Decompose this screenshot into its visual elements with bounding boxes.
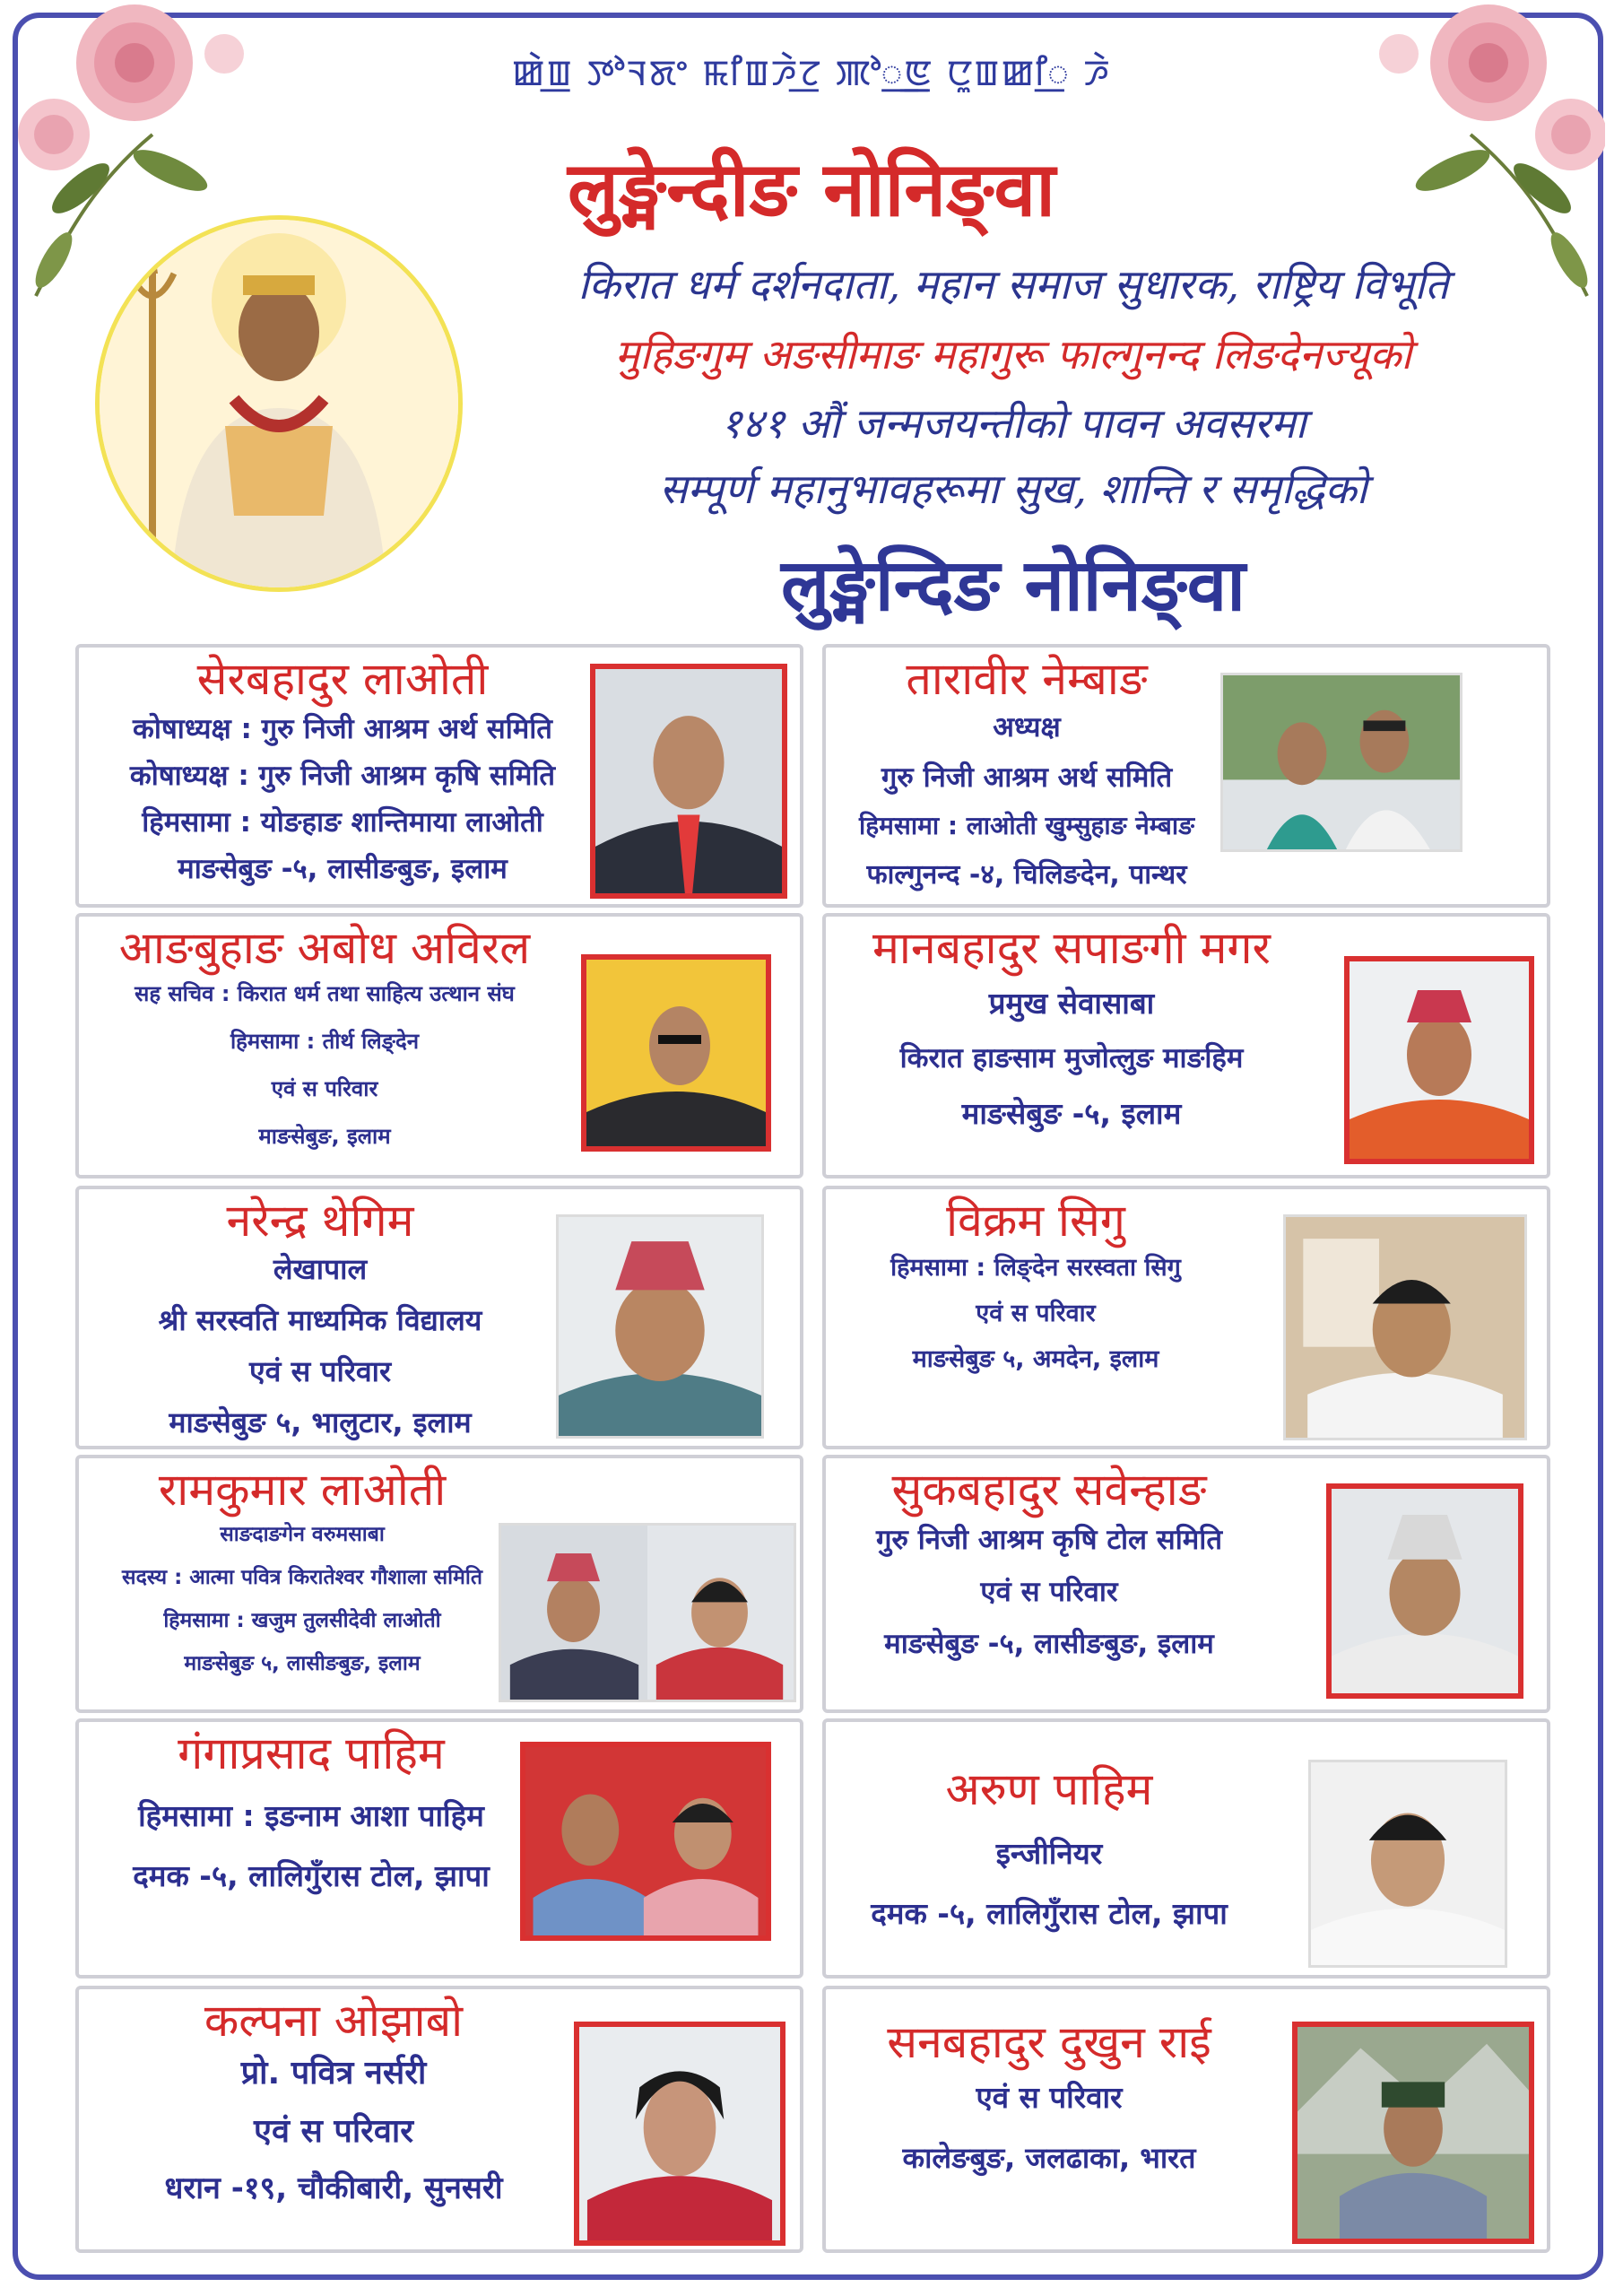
page-subtitle: लुङ्मेन्दिङ नोनिङ्वा [780,544,1245,627]
card-name: मानबहादुर सपाङगी मगर [872,922,1271,974]
guru-portrait [95,215,463,592]
card-line: श्री सरस्वति माध्यमिक विद्यालय [158,1303,482,1337]
intro-line-3: १४१ औं जन्मजयन्तीको पावन अवसरमा [720,399,1306,448]
card-line: दमक -५, लालिगुँरास टोल, झापा [133,1858,490,1893]
card-name: नरेन्द्र थेगिम [226,1195,414,1247]
greeting-card [75,1718,803,1979]
greeting-card [822,913,1550,1178]
member-photo [1326,1483,1523,1699]
member-photo [590,664,787,899]
greeting-card [822,1186,1550,1449]
card-line: किरात हाङसाम मुजोत्लुङ माङहिम [899,1042,1244,1074]
member-photo [1344,956,1534,1164]
card-name: सुकबहादुर सवेन्हाङ [891,1464,1207,1516]
card-name: गंगाप्रसाद पाहिम [178,1727,445,1779]
member-photo [1220,673,1462,852]
card-line: एवं स परिवार [976,1300,1096,1327]
card-line: माङसेबुङ ५, अमदेन, इलाम [912,1345,1159,1373]
card-line: माङसेबुङ ५, लासीङबुङ, इलाम [184,1652,421,1675]
card-line: लेखापाल [273,1252,368,1286]
card-line: माङसेबुङ -५, इलाम [961,1096,1182,1131]
member-photo [581,954,771,1152]
intro-line-1: किरात धर्म दर्शनदाता, महान समाज सुधारक, राष्ट्रिय विभूति [577,260,1449,309]
member-photo [499,1523,796,1702]
greeting-card [822,1986,1550,2253]
card-line: दमक -५, लालिगुँरास टोल, झापा [871,1896,1228,1931]
card-name: तारावीर नेम्बाङ [906,653,1148,705]
greeting-card [822,644,1550,908]
member-photo [1283,1214,1527,1440]
card-line: एवं स परिवार [980,1576,1118,1608]
card-line: गुरु निजी आश्रम अर्थ समिति [881,761,1173,794]
greeting-card [822,1718,1550,1979]
card-line: प्रमुख सेवासाबा [988,986,1155,1021]
card-line: कोषाध्यक्ष : गुरु निजी आश्रम अर्थ समिति [133,713,552,745]
card-line: हिमसामा : इङनाम आशा पाहिम [138,1798,484,1833]
greeting-card [75,1455,803,1713]
card-name: रामकुमार लाओती [158,1464,447,1516]
greeting-card [822,1455,1550,1713]
card-line: माङसेबुङ ५, भालुटार, इलाम [169,1405,472,1439]
member-photo [520,1742,771,1941]
greeting-card [75,1186,803,1449]
greeting-card [75,913,803,1178]
card-line: सह सचिव : किरात धर्म तथा साहित्य उत्थान संघ [135,981,515,1006]
card-line: माङसेबुङ, इलाम [258,1124,391,1149]
card-line: कालेङबुङ, जलढाका, भारत [902,2141,1196,2175]
card-line: माङसेबुङ -५, लासीङबुङ, इलाम [884,1628,1214,1660]
card-line: कोषाध्यक्ष : गुरु निजी आश्रम कृषि समिति [129,760,556,792]
card-name: विक्रम सिगु [946,1195,1125,1247]
card-line: हिमसामा : लाओती खुम्सुहाङ नेम्बाङ [859,811,1194,840]
card-line: साङदाङगेन वरुमसाबा [220,1523,385,1546]
card-line: एवं स परिवार [271,1076,378,1101]
card-name: कल्पना ओझाबो [204,1995,464,2047]
member-photo [1308,1760,1507,1968]
card-line: हिमसामा : खजुम तुलसीदेवी लाओती [163,1609,441,1632]
card-line: एवं स परिवार [976,2080,1123,2115]
card-name: सनबहादुर दुखुन राई [887,2016,1211,2068]
intro-line-2: मुहिङगुम अङसीमाङ महागुरू फाल्गुनन्द लिङदेनज्यूको [614,330,1412,378]
card-line: हिमसामा : तीर्थ लिङ्देन [230,1029,420,1054]
card-name: अरुण पाहिम [945,1763,1153,1815]
card-line: अध्यक्ष [993,711,1061,744]
card-line: धरान -१९, चौकीबारी, सुनसरी [164,2170,503,2206]
card-line: एवं स परिवार [254,2113,413,2150]
intro-line-4: सम्पूर्ण महानुभावहरूमा सुख, शान्ति र समृद्धिको [659,465,1367,513]
card-line: फाल्गुनन्द -४, चिलिङदेन, पान्थर [866,859,1187,891]
member-photo [574,2022,785,2246]
card-line: सदस्य : आत्मा पवित्र किरातेश्वर गौशाला समिति [122,1566,482,1589]
card-line: हिमसामा : योङहाङ शान्तिमाया लाओती [142,806,543,839]
card-line: इन्जीनियर [995,1836,1103,1871]
header-script-line: ꯀꯥꯡ꯭ ꯇꯣꯜꯗꯦ ꯃꯤꯡꯍꯥꯖ꯭ ꯄꯣ꯭ꯟ ꯅꯨꯡꯀꯤ꯭ ꯍꯥ [511,53,1112,94]
greeting-card [75,1986,803,2253]
card-line: हिमसामा : लिङ्देन सरस्वता सिगु [890,1254,1181,1282]
card-name: आङबुहाङ अबोध अविरल [118,922,531,974]
card-line: गुरु निजी आश्रम कृषि टोल समिति [875,1524,1223,1556]
card-line: प्रो. पवित्र नर्सरी [240,2055,427,2092]
greeting-card [75,644,803,908]
card-line: माङसेबुङ -५, लासीङबुङ, इलाम [178,853,508,885]
page-title: लुङ्मेन्दीङ नोनिङ्वा [568,145,1055,233]
card-line: एवं स परिवार [248,1354,392,1388]
member-photo [556,1214,764,1439]
member-photo [1292,2022,1534,2244]
card-name: सेरबहादुर लाओती [196,653,489,705]
